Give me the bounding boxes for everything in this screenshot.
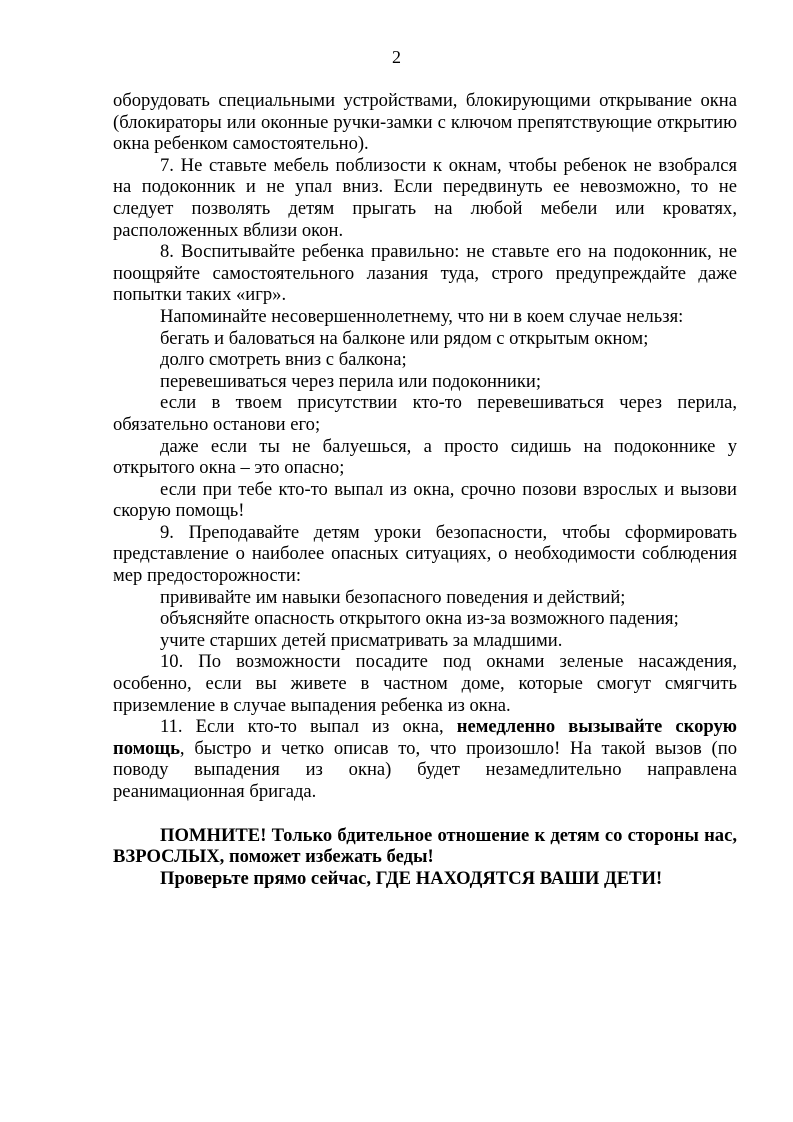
list-item: если при тебе кто-то выпал из окна, срочно позови взрослых и вызови скорую помощь! [113,478,737,522]
list-item: бегать и баловаться на балконе или рядом с открытым окном; [160,327,649,349]
list-item: прививайте им навыки безопасного поведения и действий; [160,586,626,608]
paragraph-item-7: 7. Не ставьте мебель поблизости к окнам, чтобы ребенок не взобрался на подоконник и не упал вниз. Если передвинуть ее невозможно, то не следует позволять детям прыгать на любой мебели или кроватях, расположенных вблизи окон. [113,154,737,241]
spacer [113,803,737,825]
paragraph-continuation: оборудовать специальными устройствами, блокирующими открывание окна (блокираторы или оконные ручки-замки с ключом препятствующие открытию окна ребенком самостоятельно). [113,90,737,155]
paragraph-item-11 [113,716,737,802]
paragraph-item-11-tail: , быстро и четко описав то, что произошло! На такой вызов (по поводу выпадения из окна) будет незамедлительно направлена реанимационная бригада. [113,737,737,802]
page-number: 2 [392,47,401,67]
list-item: даже если ты не балуешься, а просто сидишь на подоконнике у открытого окна – это опасно; [113,435,737,479]
list-item: объясняйте опасность открытого окна из-за возможного падения; [160,608,679,630]
list-item: если в твоем присутствии кто-то перевешиваться через перила, обязательно останови его; [113,392,737,435]
paragraph-reminder-intro: Напоминайте несовершеннолетнему, что ни в коем случае нельзя: [160,305,684,327]
closing-call-to-action: Проверьте прямо сейчас, ГДЕ НАХОДЯТСЯ ВАШИ ДЕТИ! [160,867,663,889]
list-item: долго смотреть вниз с балкона; [160,349,407,371]
paragraph-item-8: 8. Воспитывайте ребенка правильно: не ставьте его на подоконник, не поощряйте самостоятельного лазания туда, строго предупреждайте даже попытки таких «игр». [113,241,737,306]
closing-warning: ПОМНИТЕ! Только бдительное отношение к детям со стороны нас, ВЗРОСЛЫХ, поможет избежать беды! [113,824,737,868]
paragraph-item-11-lead: 11. Если кто-то выпал из окна, [160,716,457,738]
paragraph-item-9: 9. Преподавайте детям уроки безопасности, чтобы сформировать представление о наиболее опасных ситуациях, о необходимости соблюдения мер предосторожности: [113,521,737,587]
list-item: учите старших детей присматривать за младшими. [160,629,563,651]
document-body [113,90,737,889]
paragraph-item-10: 10. По возможности посадите под окнами зеленые насаждения, особенно, если вы живете в частном доме, которые смогут смягчить приземление в случае выпадения ребенка из окна. [113,651,737,716]
list-item: перевешиваться через перила или подоконники; [160,370,541,392]
paragraph-item-11-emphasis: немедленно вызывайте скорую помощь [113,716,737,759]
